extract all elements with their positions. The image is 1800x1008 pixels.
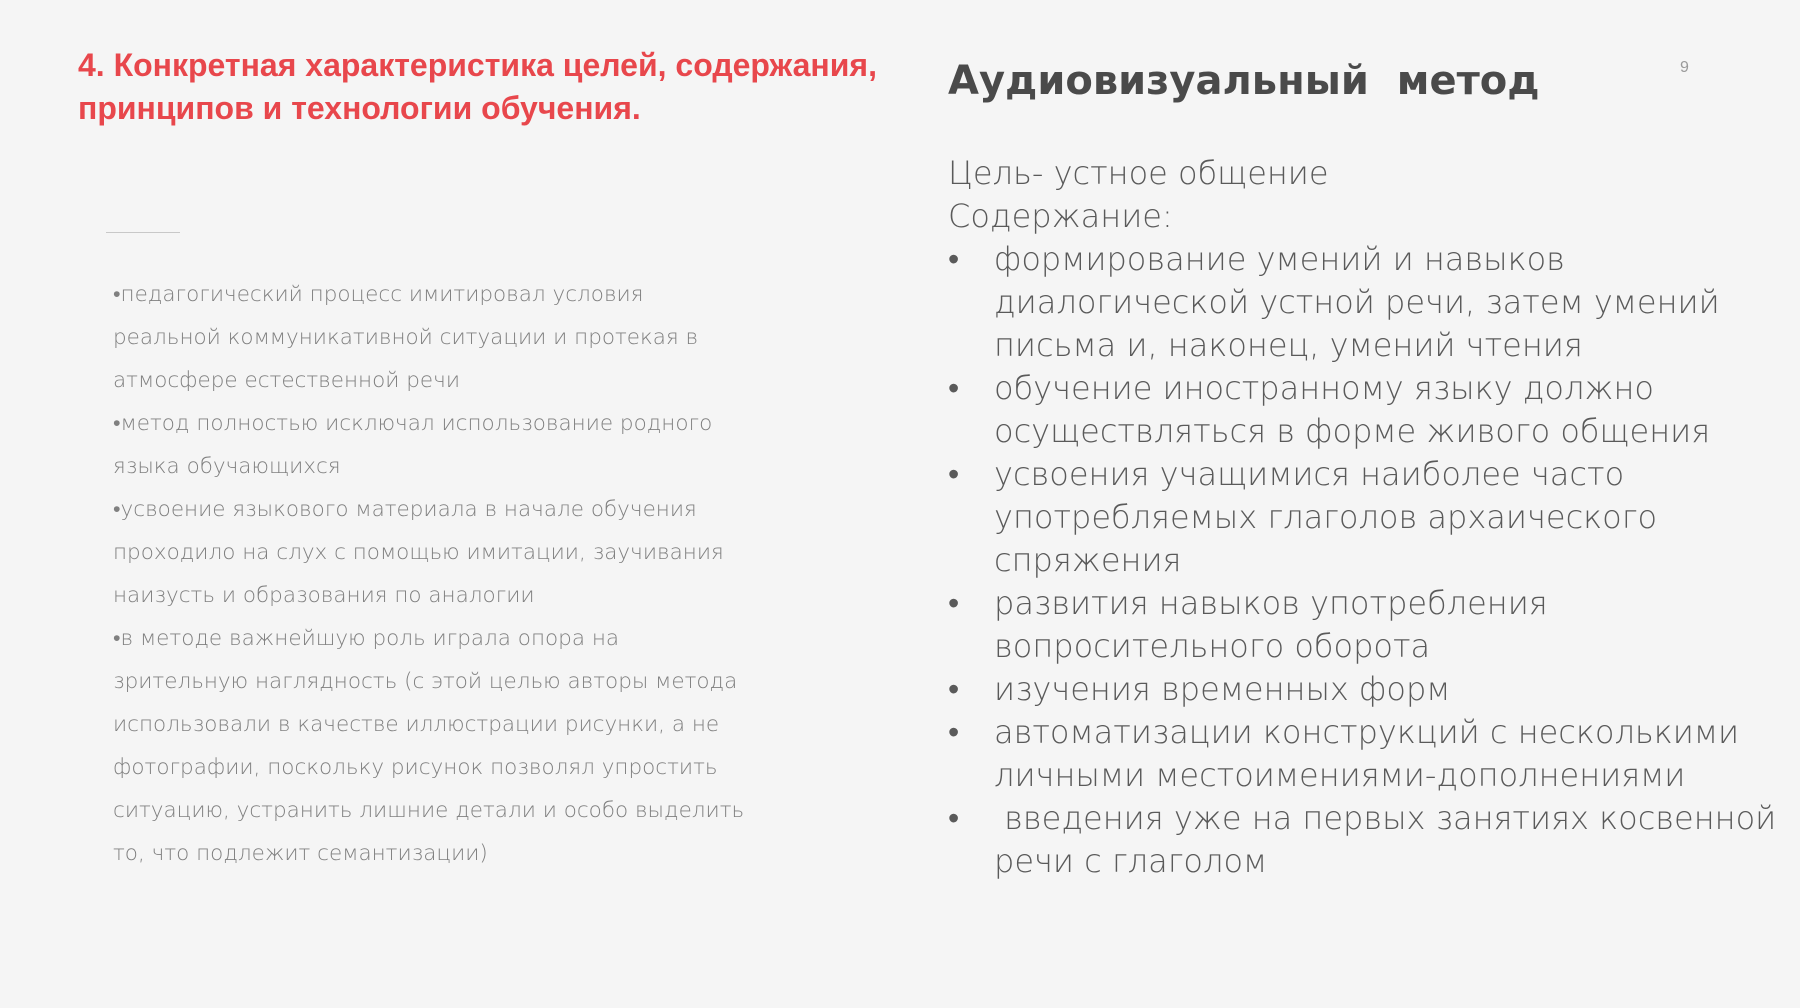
left-paragraph: •педагогический процесс имитировал условия реальной коммуникативной ситуации и протекая в атмосфере естественной речи	[113, 282, 699, 393]
list-item	[948, 711, 1778, 797]
list-item-text: развития навыков употребления вопросительного оборота	[994, 584, 1548, 665]
list-item-text: формирование умений и навыков диалогической устной речи, затем умений письма и, наконец, умений чтения	[994, 240, 1720, 364]
right-text-block	[948, 152, 1787, 883]
left-paragraph: •в методе важнейшую роль играла опора на зрительную наглядность (с этой целью авторы метода использовали в качестве иллюстрации рисунки, а не фотографии, поскольку рисунок позволял упростить ситуацию, устранить лишние детали и особо выделить то, что подлежит семантизации)	[113, 626, 745, 866]
left-text-block	[113, 273, 753, 875]
list-item-text: обучение иностранному языку должно осуществляться в форме живого общения	[994, 369, 1711, 450]
bullet-icon: •	[948, 670, 960, 708]
list-item-text: введения уже на первых занятиях косвенной речи с глаголом	[994, 799, 1787, 880]
left-paragraph: •метод полностью исключал использование родного языка обучающихся	[113, 411, 713, 479]
content-list	[948, 238, 1787, 883]
list-item	[948, 453, 1778, 582]
goal-line: Цель- устное общение	[948, 154, 1329, 192]
bullet-icon: •	[948, 369, 960, 407]
section-title: 4. Конкретная характеристика целей, содержания, принципов и технологии обучения.	[78, 47, 877, 126]
bullet-icon: •	[948, 455, 960, 493]
list-item-text: усвоения учащимися наиболее часто употребляемых глаголов архаического спряжения	[994, 455, 1658, 579]
list-item-text: автоматизации конструкций с несколькими личными местоимениями-дополнениями	[994, 713, 1740, 794]
method-title: Аудиовизуальный метод	[948, 58, 1540, 104]
list-item	[948, 582, 1778, 668]
bullet-icon: •	[948, 799, 960, 837]
content-label: Содержание:	[948, 197, 1173, 235]
left-paragraph: •усвоение языкового материала в начале обучения проходило на слух с помощью имитации, заучивания наизусть и образования по аналогии	[113, 497, 724, 608]
list-item-text: изучения временных форм	[994, 670, 1451, 708]
list-item	[948, 238, 1778, 367]
bullet-icon: •	[948, 240, 960, 278]
list-item	[948, 797, 1787, 883]
list-item	[948, 668, 1778, 711]
bullet-icon: •	[948, 584, 960, 622]
bullet-icon: •	[948, 713, 960, 751]
divider	[106, 232, 180, 233]
page-number: 9	[1680, 59, 1689, 76]
list-item	[948, 367, 1778, 453]
